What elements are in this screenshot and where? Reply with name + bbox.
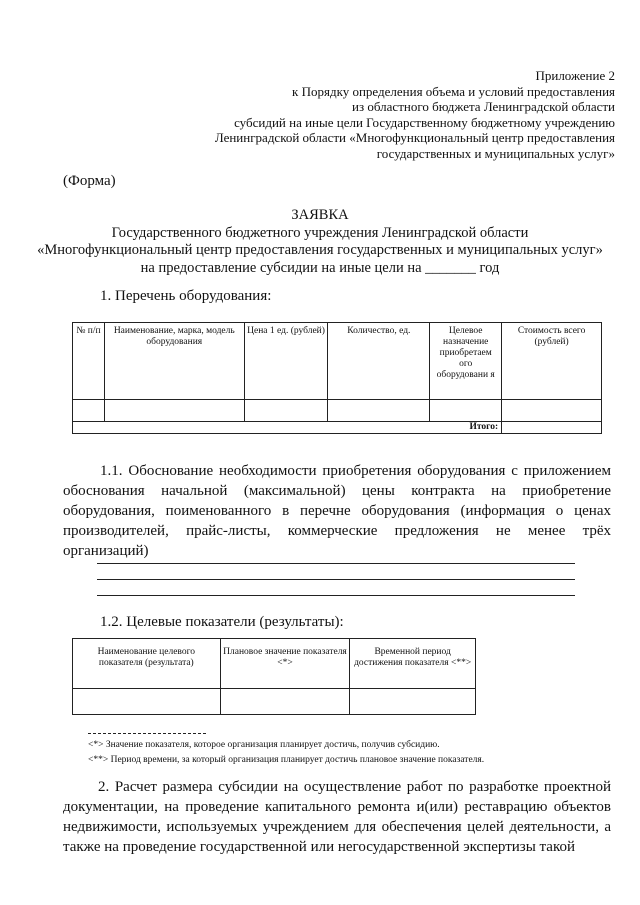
table-header-cell: Наименование, марка, модель оборудования bbox=[104, 323, 244, 400]
form-label: (Форма) bbox=[63, 173, 116, 189]
table-row bbox=[73, 400, 602, 422]
table-total-row bbox=[73, 422, 602, 434]
title-heading: ЗАЯВКА bbox=[291, 207, 349, 223]
equipment-table bbox=[72, 322, 602, 434]
table-header-cell: № п/п bbox=[73, 323, 105, 400]
blank-line[interactable] bbox=[97, 595, 575, 596]
appendix-line: субсидий на иные цели Государственному бюджетному учреждению bbox=[234, 114, 615, 130]
table-cell[interactable] bbox=[104, 400, 244, 422]
table-header-cell: Стоимость всего (рублей) bbox=[502, 323, 602, 400]
table-header-cell: Цена 1 ед. (рублей) bbox=[244, 323, 328, 400]
appendix-line: к Порядку определения объема и условий предоставления bbox=[292, 83, 615, 99]
table-cell[interactable] bbox=[244, 400, 328, 422]
section1-1-text: 1.1. Обоснование необходимости приобретения оборудования с приложением обоснования начальной (максимальной) цены контракта на приобретение оборудования, поименованного в перечне оборудования (информация о ценах производителей, прайс-листы, коммерческие предложения не менее трёх организаций) bbox=[63, 463, 611, 559]
table-cell[interactable] bbox=[73, 689, 221, 715]
blank-line[interactable] bbox=[97, 579, 575, 580]
appendix-line: из областного бюджета Ленинградской области bbox=[352, 99, 615, 114]
table-header-cell: Плановое значение показателя <*> bbox=[220, 639, 350, 689]
title-line: на предоставление субсидии на иные цели на _______ год bbox=[140, 259, 500, 276]
table-cell[interactable] bbox=[502, 400, 602, 422]
table-total-label: Итого: bbox=[73, 422, 502, 434]
table-header-cell: Наименование целевого показателя (результата) bbox=[73, 639, 221, 689]
table-cell[interactable] bbox=[350, 689, 476, 715]
appendix-line: государственных и муниципальных услуг» bbox=[376, 145, 615, 161]
appendix-header bbox=[175, 68, 615, 161]
indicators-table bbox=[72, 638, 476, 715]
blank-line[interactable] bbox=[97, 563, 575, 564]
footnote: <*> Значение показателя, которое организация планирует достичь, получив субсидию. bbox=[88, 740, 440, 750]
table-header-row bbox=[73, 323, 602, 400]
table-total-cell[interactable] bbox=[502, 422, 602, 434]
table-header-cell: Целевое назначение приобретаем ого оборудовани я bbox=[430, 323, 502, 400]
table-cell[interactable] bbox=[430, 400, 502, 422]
table-cell[interactable] bbox=[328, 400, 430, 422]
table-row bbox=[73, 689, 476, 715]
document-title bbox=[0, 207, 640, 277]
table-header-cell: Количество, ед. bbox=[328, 323, 430, 400]
table-cell[interactable] bbox=[220, 689, 350, 715]
table-header-cell: Временной период достижения показателя <**> bbox=[350, 639, 476, 689]
section1-2-heading: 1.2. Целевые показатели (результаты): bbox=[100, 614, 344, 630]
footnote-separator bbox=[88, 733, 206, 734]
appendix-line: Приложение 2 bbox=[535, 68, 615, 83]
footnote: <**> Период времени, за который организация планирует достичь плановое значение показателя. bbox=[88, 755, 485, 765]
title-line: Государственного бюджетного учреждения Ленинградской области bbox=[111, 224, 529, 241]
title-line: «Многофункциональный центр предоставления государственных и муниципальных услуг» bbox=[37, 242, 603, 258]
table-cell[interactable] bbox=[73, 400, 105, 422]
table-header-row bbox=[73, 639, 476, 689]
footnotes bbox=[88, 738, 484, 768]
appendix-line: Ленинградской области «Многофункциональный центр предоставления bbox=[214, 130, 615, 145]
section2-text: 2. Расчет размера субсидии на осуществление работ по разработке проектной документации, на проведение капитального ремонта и(или) реставрацию объектов недвижимости, используемых учреждением для обеспечения целей деятельности, а также на проведение государственной или негосударственной экспертизы такой bbox=[63, 779, 611, 855]
section1-heading: 1. Перечень оборудования: bbox=[100, 288, 272, 304]
